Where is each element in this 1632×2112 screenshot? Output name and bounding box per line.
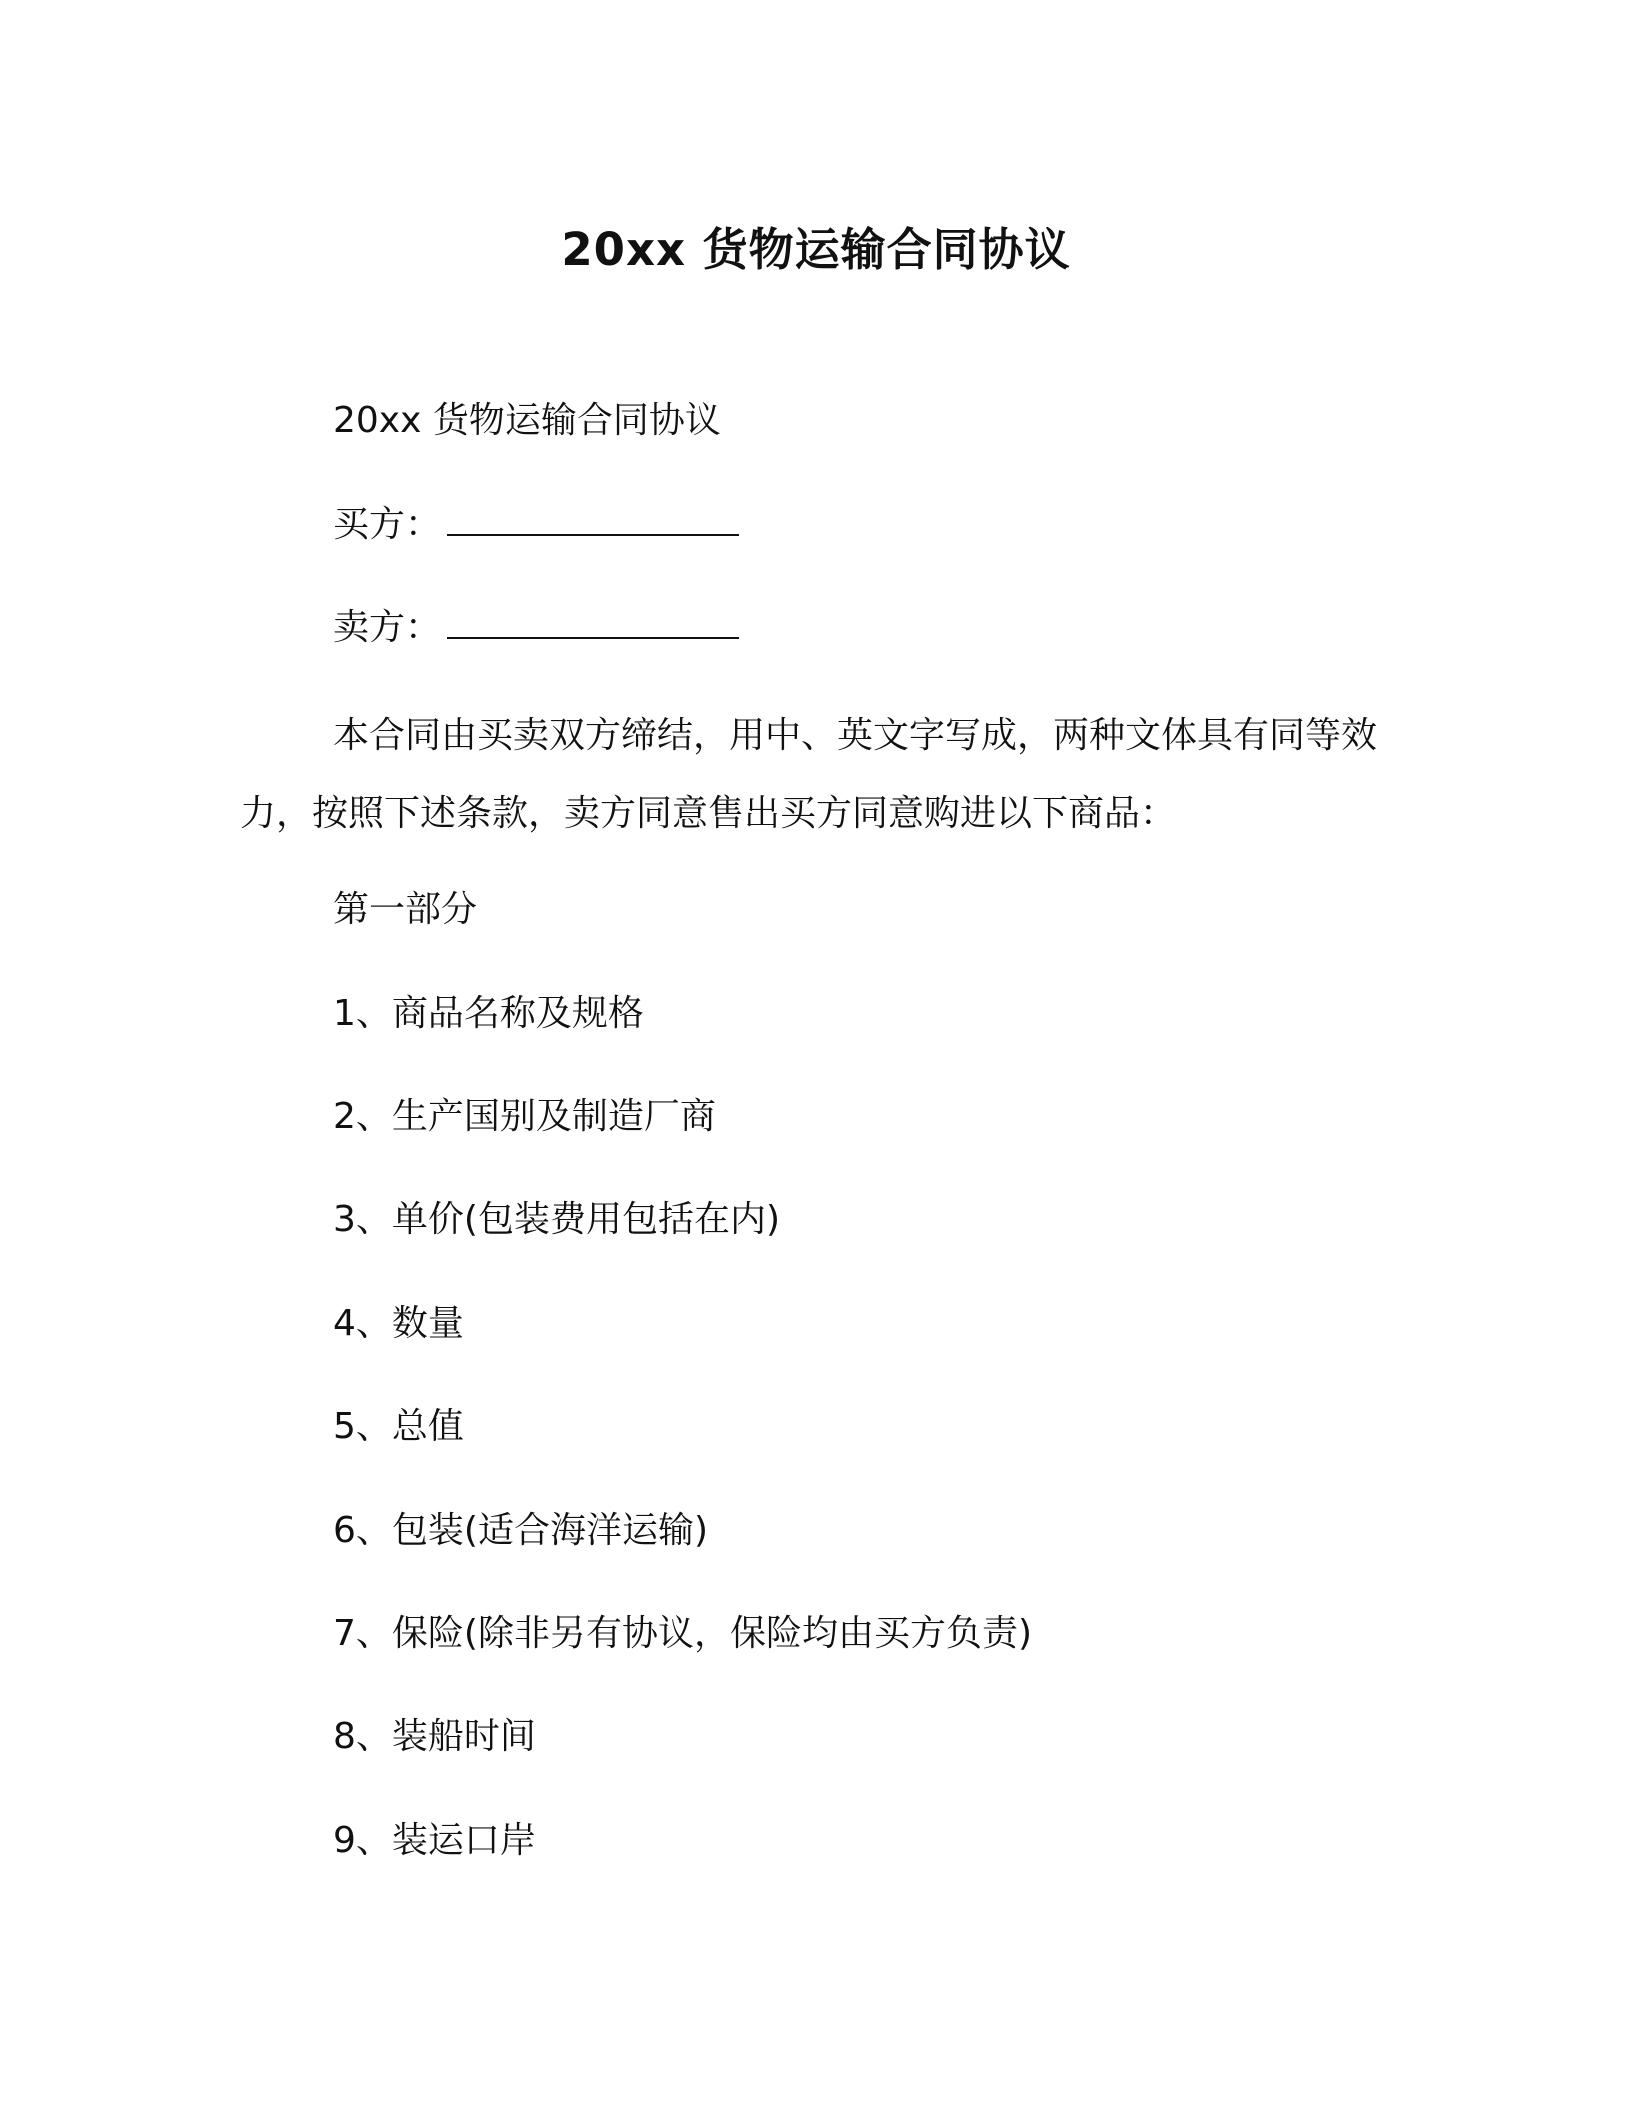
buyer-line bbox=[333, 500, 739, 550]
buyer-label: 买方： bbox=[333, 504, 442, 545]
list-item: 6、包装(适合海洋运输) bbox=[333, 1510, 708, 1551]
document-subtitle: 20xx 货物运输合同协议 bbox=[333, 400, 721, 441]
list-item: 5、总值 bbox=[333, 1406, 464, 1447]
seller-label: 卖方： bbox=[333, 607, 442, 648]
list-item: 3、单价(包装费用包括在内) bbox=[333, 1199, 780, 1240]
section-title: 第一部分 bbox=[333, 889, 478, 930]
list-item: 7、保险(除非另有协议，保险均由买方负责) bbox=[333, 1613, 1032, 1654]
intro-paragraph: 本合同由买卖双方缔结，用中、英文字写成，两种文体具有同等效力，按照下述条款，卖方同意售出买方同意购进以下商品： bbox=[240, 715, 1378, 834]
document-title: 20xx 货物运输合同协议 bbox=[561, 223, 1071, 276]
list-item: 9、装运口岸 bbox=[333, 1820, 536, 1861]
list-item: 2、生产国别及制造厂商 bbox=[333, 1096, 716, 1137]
buyer-blank-field bbox=[447, 504, 739, 536]
list-item: 1、商品名称及规格 bbox=[333, 993, 644, 1034]
list-item: 4、数量 bbox=[333, 1303, 464, 1344]
seller-blank-field bbox=[447, 607, 739, 639]
list-item: 8、装船时间 bbox=[333, 1716, 536, 1757]
seller-line bbox=[333, 603, 739, 653]
